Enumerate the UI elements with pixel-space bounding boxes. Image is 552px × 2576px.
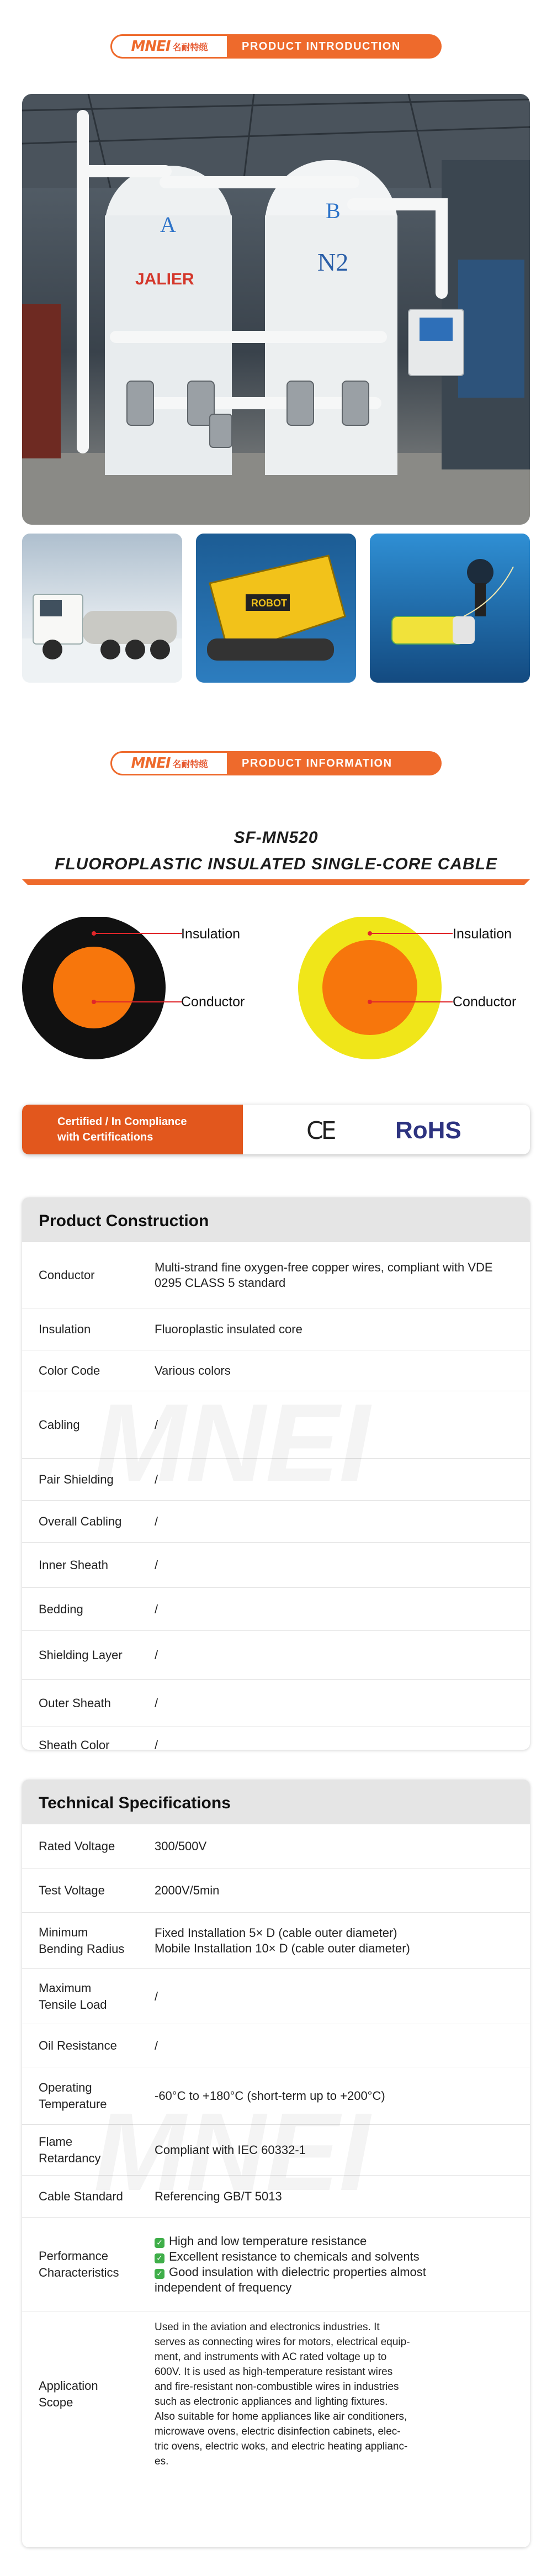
svg-text:ROBOT: ROBOT (251, 598, 287, 609)
row-key-line: Scope (39, 2395, 73, 2409)
row-key-line: Temperature (39, 2097, 107, 2111)
insulation-label-left: Insulation (181, 926, 241, 942)
application-line: Also suitable for home appliances like air conditioners, (155, 2410, 407, 2422)
table-row (22, 1912, 530, 1968)
conductor-label-left: Conductor (181, 994, 245, 1010)
row-key (22, 1980, 155, 2013)
application-line: serves as connecting wires for motors, electrical equip- (155, 2336, 410, 2348)
feature-item (155, 2234, 519, 2249)
table-row (22, 1542, 530, 1587)
table-row (22, 1242, 530, 1308)
brand-logo (110, 34, 229, 59)
table-row (22, 2175, 530, 2217)
row-key: Sheath Color (39, 1738, 110, 1750)
row-key-line: Maximum (39, 1981, 92, 1995)
row-value: / (155, 2038, 158, 2052)
row-key-line: Flame (39, 2134, 73, 2149)
insulation-label-right: Insulation (453, 926, 512, 942)
row-value: Referencing GB/T 5013 (155, 2189, 282, 2203)
row-key: Overall Cabling (39, 1514, 122, 1528)
table-row (22, 1679, 530, 1727)
row-value: / (155, 1472, 158, 1486)
row-key: Conductor (39, 1268, 95, 1282)
tank-letter-a: A (160, 212, 176, 237)
table-row (22, 1391, 530, 1458)
row-key: Outer Sheath (39, 1696, 111, 1710)
tank-gas-label: N2 (317, 248, 349, 276)
row-key-line: Performance (39, 2248, 108, 2263)
technical-specifications-table (22, 1780, 530, 2547)
row-key (22, 1924, 155, 1957)
table-row (22, 1587, 530, 1630)
table-row (22, 2217, 530, 2311)
row-value: / (155, 1648, 158, 1662)
row-key: Inner Sheath (39, 1558, 108, 1572)
row-key-line: Tensile Load (39, 1997, 107, 2012)
feature-text-continued: independent of frequency (155, 2280, 292, 2294)
table-row (22, 1968, 530, 2024)
row-value: Various colors (155, 1363, 231, 1377)
row-value: Multi-strand fine oxygen-free copper wires, compliant with VDE 0295 CLASS 5 standard (155, 1260, 493, 1290)
tank-letter-b: B (326, 198, 341, 223)
check-icon: ✓ (155, 2269, 164, 2279)
row-value (155, 2234, 530, 2295)
row-key-line: Characteristics (39, 2265, 119, 2279)
application-photo-truck (22, 534, 182, 683)
certification-label-line1: Certified / In Compliance (57, 1116, 187, 1128)
product-photo-nitrogen-generator (22, 94, 530, 525)
brand-mark: MNEI (131, 38, 171, 55)
table-row (22, 2024, 530, 2067)
application-line: es. (155, 2455, 169, 2467)
row-key: Shielding Layer (39, 1648, 123, 1662)
section-header-intro (110, 34, 442, 59)
row-key (22, 2378, 155, 2411)
table-title: Product Construction (22, 1197, 530, 1242)
row-value: / (155, 1514, 158, 1528)
row-value: / (155, 1696, 158, 1710)
row-value: Compliant with IEC 60332-1 (155, 2142, 306, 2157)
row-key: Bedding (39, 1602, 83, 1616)
row-value (155, 1925, 530, 1956)
application-photo-robot (196, 534, 356, 683)
brand-cn: 名耐特缆 (172, 41, 208, 52)
product-model: SF-MN520 (233, 828, 319, 847)
feature-item (155, 2264, 519, 2280)
feature-text: Excellent resistance to chemicals and solvents (169, 2249, 420, 2263)
row-key: Color Code (39, 1363, 100, 1377)
row-value: / (155, 1738, 158, 1750)
row-key: Cable Standard (39, 2189, 123, 2203)
table-row (22, 1868, 530, 1912)
section-header-info (110, 751, 442, 775)
row-value: 300/500V (155, 1839, 207, 1853)
row-value: / (155, 1989, 158, 2003)
brand-logo (110, 751, 229, 775)
feature-text: High and low temperature resistance (169, 2234, 367, 2248)
application-line: 600V. It is used as high-temperature resistant wires (155, 2366, 393, 2378)
certification-banner (22, 1105, 530, 1154)
application-photo-underwater (370, 534, 530, 683)
application-line: and fire-resistant non-combustible wires in industries (155, 2380, 399, 2393)
table-row (22, 1350, 530, 1391)
product-construction-table (22, 1197, 530, 1750)
conductor-label-right: Conductor (453, 994, 517, 1010)
row-key-line: Bending Radius (39, 1941, 125, 1956)
rohs-mark: RoHS (395, 1117, 461, 1144)
row-key (22, 2134, 155, 2167)
row-value: / (155, 1602, 158, 1616)
table-row (22, 2311, 530, 2477)
feature-text: Good insulation with dielectric properties almost (169, 2264, 426, 2279)
certification-label-line2: with Certifications (57, 1131, 153, 1143)
table-row (22, 1727, 530, 1750)
row-value: -60°C to +180°C (short-term up to +200°C) (155, 2088, 385, 2103)
table-row (22, 1308, 530, 1350)
row-key-line: Operating (39, 2080, 92, 2094)
table-row (22, 2067, 530, 2124)
section-label: PRODUCT INTRODUCTION (242, 40, 401, 52)
row-key-line: Retardancy (39, 2151, 101, 2165)
row-key-line: Minimum (39, 1925, 88, 1939)
application-line: Used in the aviation and electronics industries. It (155, 2321, 380, 2333)
table-row (22, 1458, 530, 1500)
row-key (22, 2079, 155, 2113)
row-key: Cabling (39, 1417, 80, 1432)
row-value: / (155, 1558, 158, 1572)
table-row (22, 2124, 530, 2175)
application-line: ment, and instruments with AC rated voltage up to (155, 2351, 387, 2363)
table-row (22, 1500, 530, 1542)
row-value-line: Mobile Installation 10× D (cable outer diameter) (155, 1941, 410, 1955)
check-icon: ✓ (155, 2253, 164, 2263)
brand-cn: 名耐特缆 (172, 758, 208, 769)
product-title: FLUOROPLASTIC INSULATED SINGLE-CORE CABLE (54, 855, 498, 873)
row-key (22, 2248, 155, 2281)
row-key: Rated Voltage (39, 1839, 115, 1853)
check-icon: ✓ (155, 2238, 164, 2248)
brand-mark: MNEI (131, 755, 171, 772)
tank-plate: JALIER (135, 270, 194, 288)
ce-mark: CE (306, 1117, 335, 1145)
conductor-core-left (53, 947, 135, 1028)
row-key: Test Voltage (39, 1883, 105, 1897)
row-value: 2000V/5min (155, 1883, 220, 1897)
row-value: / (155, 1417, 158, 1432)
row-key: Insulation (39, 1322, 91, 1336)
row-key-line: Application (39, 2378, 98, 2393)
certification-label (22, 1105, 243, 1154)
row-key: Oil Resistance (39, 2038, 117, 2052)
section-label: PRODUCT INFORMATION (242, 757, 392, 769)
table-title: Technical Specifications (22, 1780, 530, 1824)
application-line: tric ovens, electric woks, and electric heating applianc- (155, 2440, 408, 2452)
row-value-line: Fixed Installation 5× D (cable outer diameter) (155, 1925, 397, 1940)
table-row (22, 1824, 530, 1868)
title-underline (22, 878, 530, 885)
row-value: Fluoroplastic insulated core (155, 1322, 302, 1336)
table-row (22, 1630, 530, 1679)
conductor-core-right (322, 940, 417, 1035)
application-line: microwave ovens, electric disinfection cabinets, elec- (155, 2425, 401, 2437)
row-value (155, 2320, 530, 2469)
application-line: such as electronic appliances and lighting fixtures. (155, 2395, 388, 2408)
row-key: Pair Shielding (39, 1472, 114, 1486)
feature-item (155, 2249, 519, 2264)
